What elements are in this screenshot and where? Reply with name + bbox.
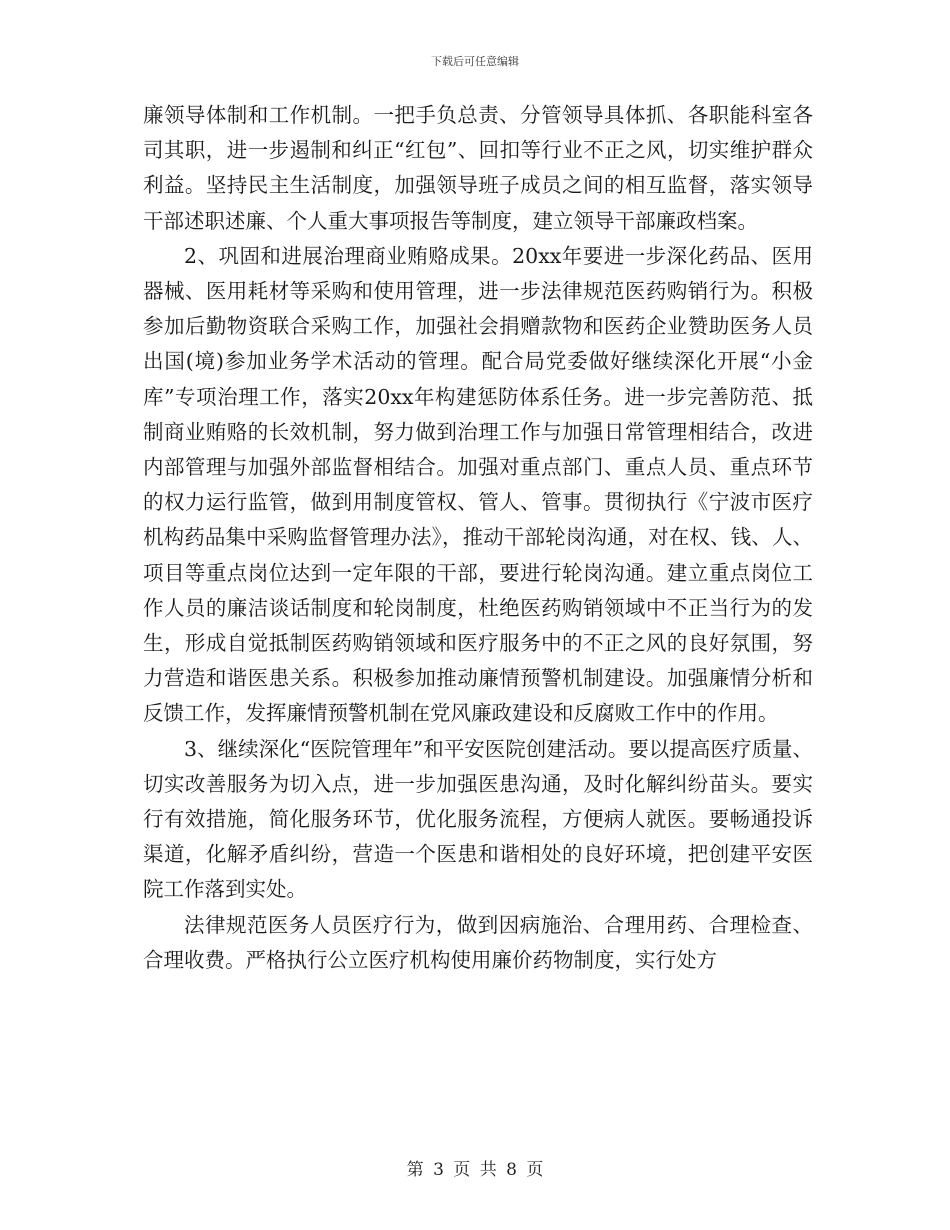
page-number-footer: 第 3 页 共 8 页	[406, 1160, 544, 1180]
paragraph-2: 2、巩固和进展治理商业贿赂成果。20xx年要进一步深化药品、医用器械、医用耗材等采购和使用管理，进一步法律规范医药购销行为。积极参加后勤物资联合采购工作，加强社会捐赠款物和医药企业赞助医务人员出国(境)参加业务学术活动的管理。配合局党委做好继续深化开展“小金库”专项治理工作，落实20xx年构建惩防体系任务。进一步完善防范、抵制商业贿赂的长效机制，努力做到治理工作与加强日常管理相结合，改进内部管理与加强外部监督相结合。加强对重点部门、重点人员、重点环节的权力运行监管，做到用制度管权、管人、管事。贯彻执行《宁波市医疗机构药品集中采购监督管理办法》，推动干部轮岗沟通，对在权、钱、人、项目等重点岗位达到一定年限的干部，要进行轮岗沟通。建立重点岗位工作人员的廉洁谈话制度和轮岗制度，杜绝医药购销领域中不正当行为的发生，形成自觉抵制医药购销领域和医疗服务中的不正之风的良好氛围，努力营造和谐医患关系。积极参加推动廉情预警机制建设。加强廉情分析和反馈工作，发挥廉情预警机制在党风廉政建设和反腐败工作中的作用。	[143, 243, 813, 726]
page-header: 下载后可任意编辑	[431, 55, 519, 68]
document-body	[143, 98, 813, 978]
paragraph-1: 廉领导体制和工作机制。一把手负总责、分管领导具体抓、各职能科室各司其职，进一步遏制和纠正“红包”、回扣等行业不正之风，切实维护群众利益。坚持民主生活制度，加强领导班子成员之间的相互监督，落实领导干部述职述廉、个人重大事项报告等制度，建立领导干部廉政档案。	[143, 103, 813, 233]
paragraph-4: 法律规范医务人员医疗行为，做到因病施治、合理用药、合理检查、合理收费。严格执行公立医疗机构使用廉价药物制度，实行处方	[143, 912, 813, 972]
paragraph-3: 3、继续深化“医院管理年”和平安医院创建活动。要以提高医疗质量、切实改善服务为切入点，进一步加强医患沟通，及时化解纠纷苗头。要实行有效措施，简化服务环节，优化服务流程，方便病人就医。要畅通投诉渠道，化解矛盾纠纷，营造一个医患和谐相处的良好环境，把创建平安医院工作落到实处。	[143, 736, 813, 902]
